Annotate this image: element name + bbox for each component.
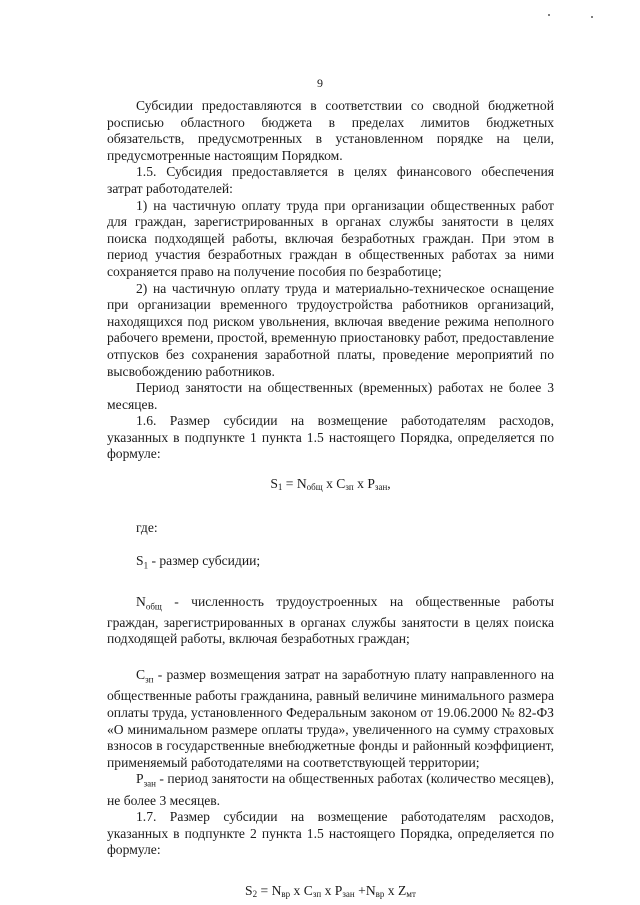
paragraph: 2) на частичную оплату труда и материально-техническое оснащение при организации временного трудоустройства работников организаций, находящихся под риском увольнения, включая введение режима неполного рабочего времени, простой, временную приостановку работ, предоставление отпусков без сохранения заработной платы, проведение мероприятий по высвобождению работников.	[107, 280, 554, 379]
formula-s2: $S_2 = N_{вр}$ x $C_{зп}$ x $P_{зан} +N_{вр}$ x $Z_{мт}$	[245, 883, 416, 900]
definition-pzan: $P_{зан}$ - период занятости на общественных работах (количество месяцев), не более 3 месяцев.	[107, 771, 554, 808]
paragraph: Период занятости на общественных (временных) работах не более 3 месяцев.	[107, 380, 554, 412]
definition-nobsh: $N_{общ}$ - численность трудоустроенных на общественные работы граждан, зарегистрированных в органах службы занятости в целях поиска подходящей работы, включая безработных граждан;	[107, 593, 554, 647]
paragraph: 1.7. Размер субсидии на возмещение работодателям расходов, указанных в подпункте 2 пункта 1.5 настоящего Порядка, определяется по формуле:	[107, 809, 554, 858]
document-body	[107, 98, 554, 903]
formula-s1: $S_1 = N_{общ}$ x $C_{зп}$ x $P_{зан}$,	[270, 476, 391, 493]
scan-speck	[548, 14, 550, 16]
page-number: 9	[317, 76, 323, 90]
paragraph: 1.5. Субсидия предоставляется в целях финансового обеспечения затрат работодателей:	[107, 164, 554, 196]
definition-czp: $C_{зп}$ - размер возмещения затрат на заработную плату направленного на общественные работы гражданина, равный величине минимального размера оплаты труда, установленного Федеральным законом от 19.06.2000 № 82-ФЗ «О минимальном размере оплаты труда», увеличенного на сумму страховых взносов в государственные внебюджетные фонды и районный коэффициент, применяемый работодателями на соответствующей территории;	[107, 667, 554, 770]
paragraph: 1.6. Размер субсидии на возмещение работодателям расходов, указанных в подпункте 1 пункта 1.5 настоящего Порядка, определяется по формуле:	[107, 413, 554, 462]
paragraph: 1) на частичную оплату труда при организации общественных работ для граждан, зарегистрированных в органах службы занятости в целях поиска подходящей работы, включая безработных граждан. При этом в период участия безработных граждан в общественных работах за ними сохраняется право на получение пособия по безработице;	[107, 197, 554, 279]
where-label: где:	[136, 519, 158, 535]
scan-speck	[591, 16, 593, 18]
paragraph: Субсидии предоставляются в соответствии со сводной бюджетной росписью областного бюджета в пределах лимитов бюджетных обязательств, предусмотренных в установленном порядке на цели, предусмотренные настоящим Порядком.	[107, 98, 554, 163]
definition-s1: $S_1$ - размер субсидии;	[136, 553, 261, 571]
